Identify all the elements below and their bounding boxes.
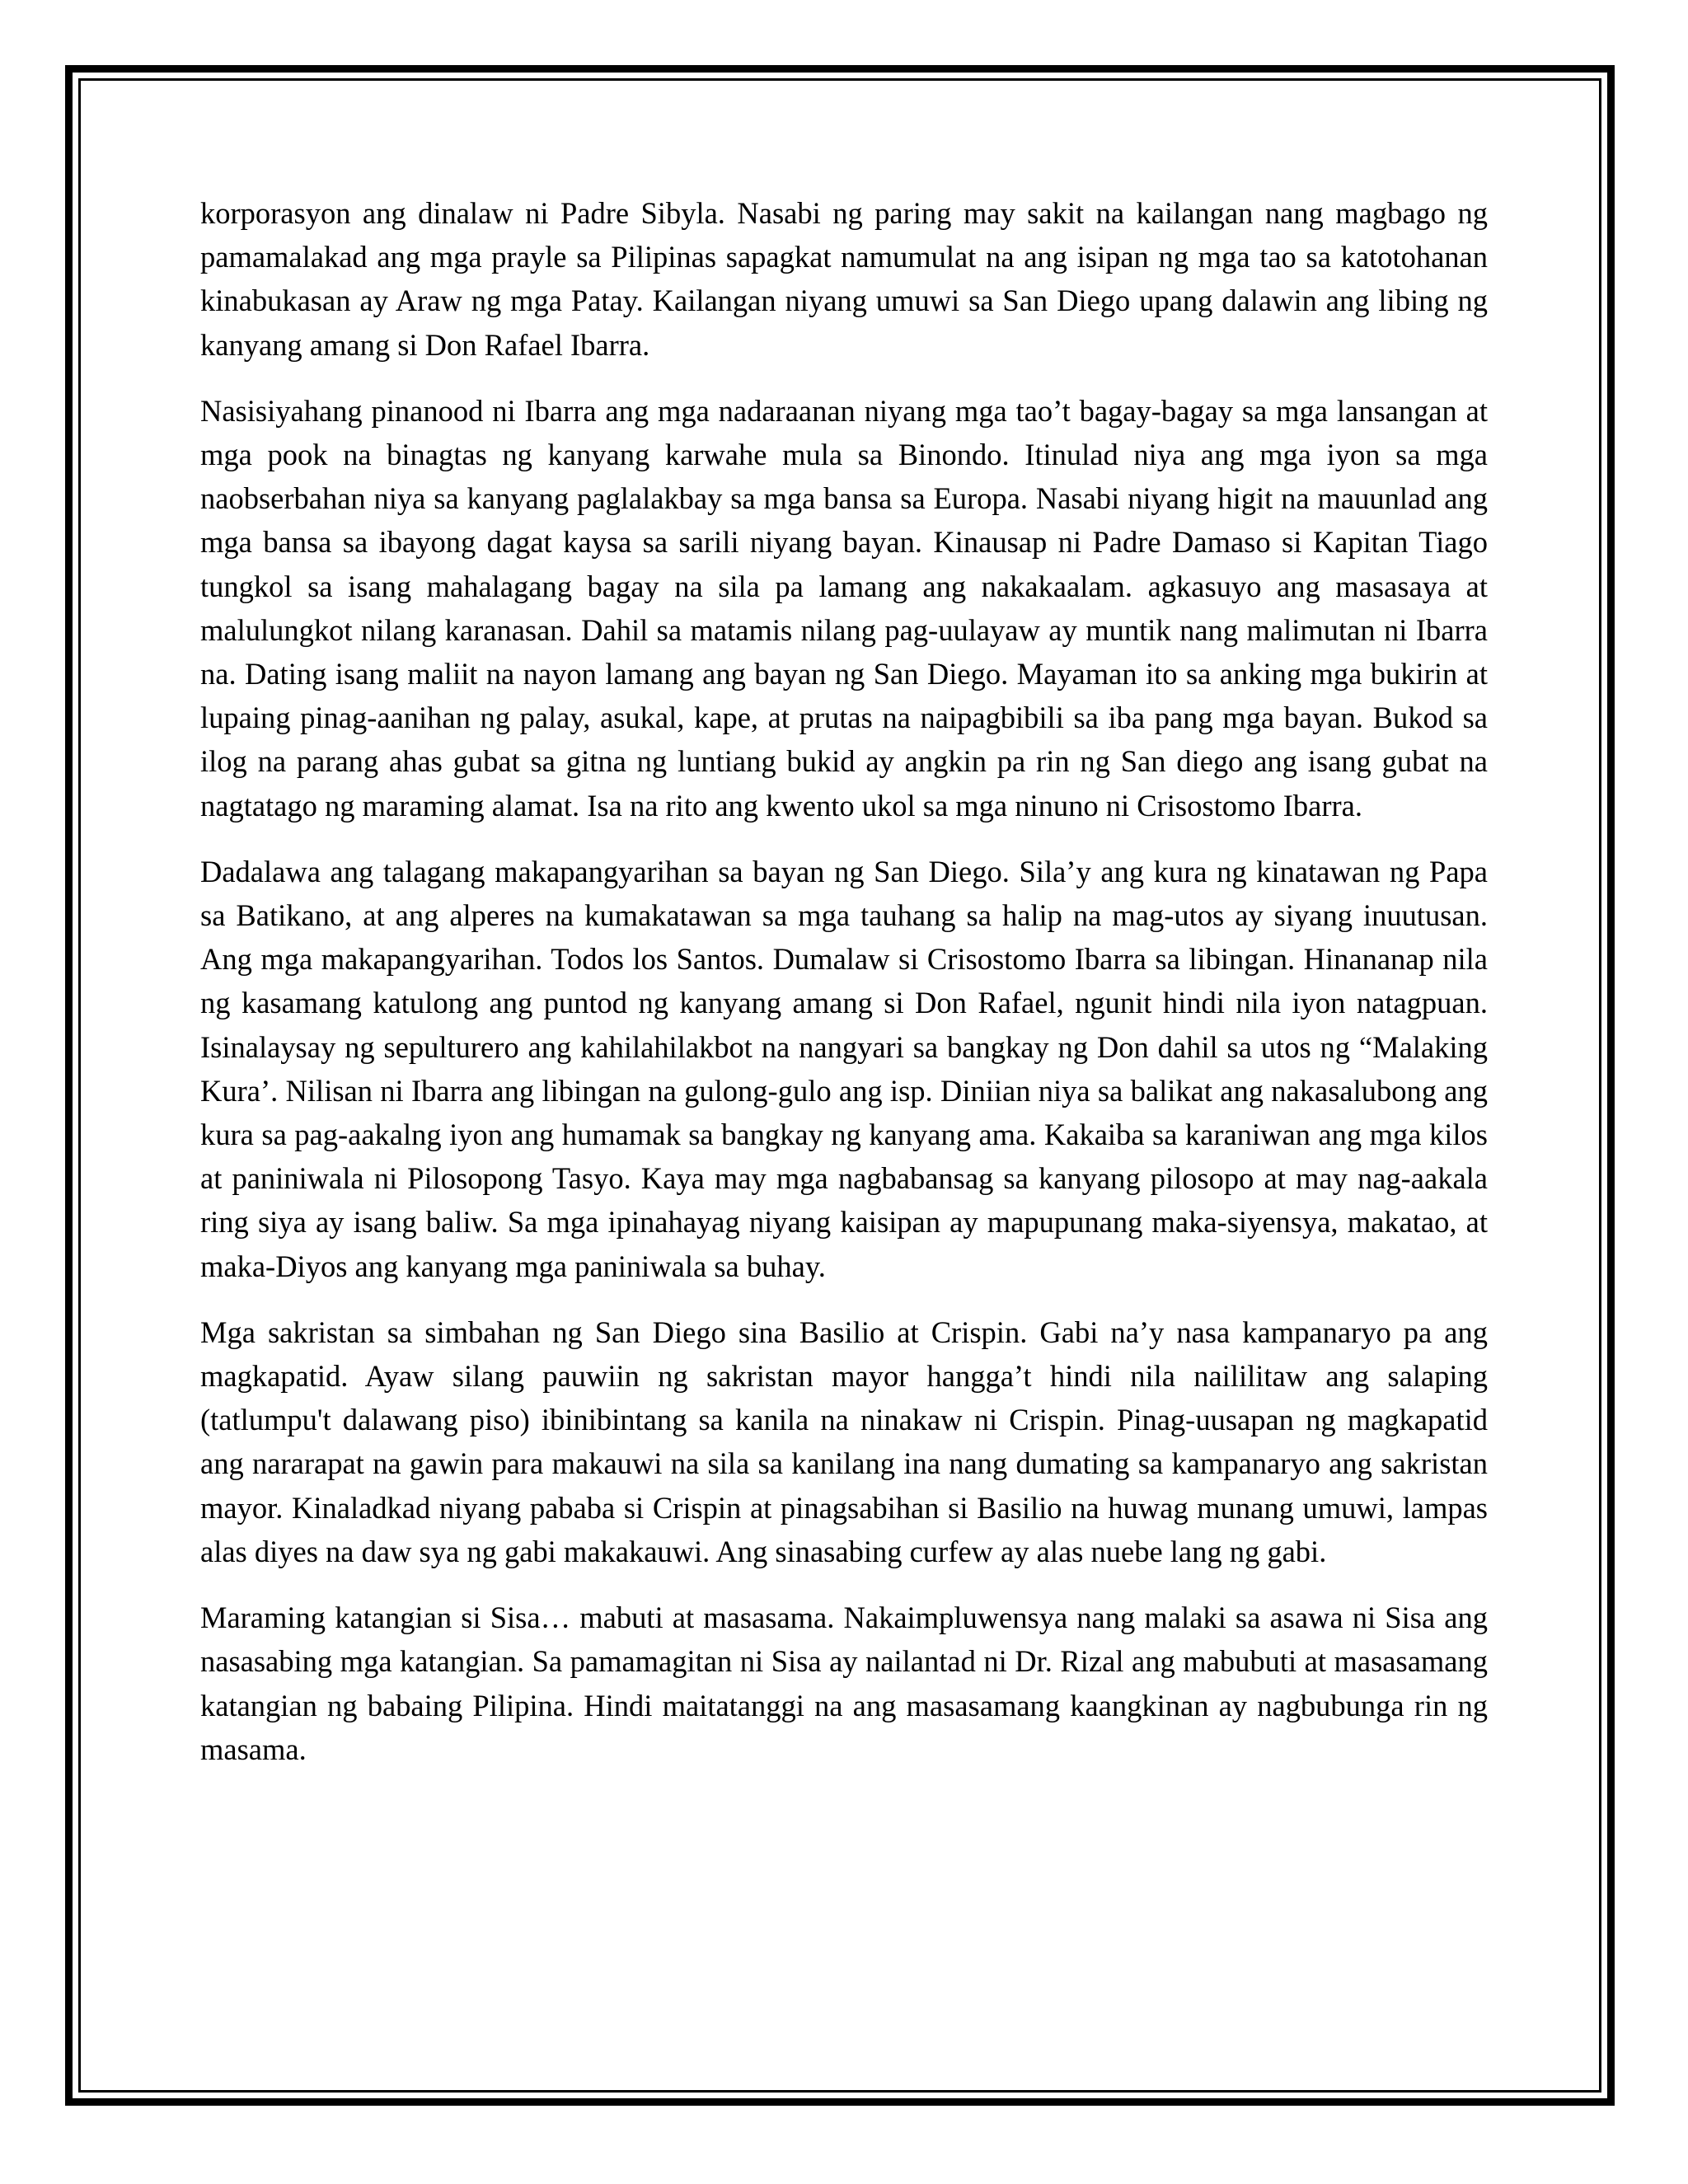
paragraph-3: Dadalawa ang talagang makapangyarihan sa bayan ng San Diego. Sila’y ang kura ng kinatawan ng Papa sa Batikano, at ang alperes na kumakatawan sa mga tauhang sa halip na mag-utos ay siyang inuutusan. Ang mga makapangyarihan. Todos los Santos. Dumalaw si Crisostomo Ibarra sa libingan. Hinananap nila ng kasamang katulong ang puntod ng kanyang amang si Don Rafael, ngunit hindi nila iyon natagpuan. Isinalaysay ng sepulturero ang kahilahilakbot na nangyari sa bangkay ng Don dahil sa utos ng “Malaking Kura’. Nilisan ni Ibarra ang libingan na gulong-gulo ang isp. Diniian niya sa balikat ang nakasalubong ang kura sa pag-aakalng iyon ang humamak sa bangkay ng kanyang ama. Kakaiba sa karaniwan ang mga kilos at paniniwala ni Pilosopong Tasyo. Kaya may mga nagbabansag sa kanyang pilosopo at may nag-aakala ring siya ay isang baliw. Sa mga ipinahayag niyang kaisipan ay mapupunang maka-siyensya, makatao, at maka-Diyos ang kanyang mga paniniwala sa buhay. — [200, 854, 1488, 1283]
paragraph-1: korporasyon ang dinalaw ni Padre Sibyla. Nasabi ng paring may sakit na kailangan nang magbago ng pamamalakad ang mga prayle sa Pilipinas sapagkat namumulat na ang isipan ng mga tao sa katotohanan kinabukasan ay Araw ng mga Patay. Kailangan niyang umuwi sa San Diego upang dalawin ang libing ng kanyang amang si Don Rafael Ibarra. — [200, 196, 1488, 362]
document-body — [200, 191, 1488, 1793]
paragraph-4: Mga sakristan sa simbahan ng San Diego sina Basilio at Crispin. Gabi na’y nasa kampanaryo pa ang magkapatid. Ayaw silang pauwiin ng sakristan mayor hangga’t hindi nila naililitaw ang salaping (tatlumpu't dalawang piso) ibinibintang sa kanila na ninakaw ni Crispin. Pinag-uusapan ng magkapatid ang nararapat na gawin para makauwi na sila sa kanilang ina nang dumating sa kampanaryo ang sakristan mayor. Kinaladkad niyang pababa si Crispin at pinagsabihan si Basilio na huwag munang umuwi, lampas alas diyes na daw sya ng gabi makakauwi. Ang sinasabing curfew ay alas nuebe lang ng gabi. — [200, 1315, 1488, 1568]
paragraph-5: Maraming katangian si Sisa… mabuti at masasama. Nakaimpluwensya nang malaki sa asawa ni Sisa ang nasasabing mga katangian. Sa pamamagitan ni Sisa ay nailantad ni Dr. Rizal ang mabubuti at masasamang katangian ng babaing Pilipina. Hindi maitatanggi na ang masasamang kaangkinan ay nagbubunga rin ng masama. — [200, 1601, 1488, 1766]
paragraph-2: Nasisiyahang pinanood ni Ibarra ang mga nadaraanan niyang mga tao’t bagay-bagay sa mga lansangan at mga pook na binagtas ng kanyang karwahe mula sa Binondo. Itinulad niya ang mga iyon sa mga naobserbahan niya sa kanyang paglalakbay sa mga bansa sa Europa. Nasabi niyang higit na mauunlad ang mga bansa sa ibayong dagat kaysa sa sarili niyang bayan. Kinausap ni Padre Damaso si Kapitan Tiago tungkol sa isang mahalagang bagay na sila pa lamang ang nakakaalam. agkasuyo ang masasaya at malulungkot nilang karanasan. Dahil sa matamis nilang pag-uulayaw ay muntik nang malimutan ni Ibarra na. Dating isang maliit na nayon lamang ang bayan ng San Diego. Mayaman ito sa anking mga bukirin at lupaing pinag-aanihan ng palay, asukal, kape, at prutas na naipagbibili sa iba pang mga bayan. Bukod sa ilog na parang ahas gubat sa gitna ng luntiang bukid ay angkin pa rin ng San diego ang isang gubat na nagtatago ng maraming alamat. Isa na rito ang kwento ukol sa mga ninuno ni Crisostomo Ibarra. — [200, 393, 1488, 823]
